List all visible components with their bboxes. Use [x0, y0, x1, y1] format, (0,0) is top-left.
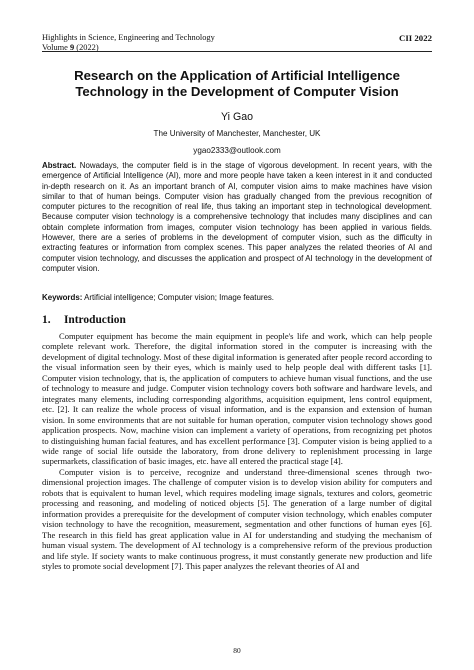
body-paragraph: Computer vision is to perceive, recognize and understand three-dimensional scenes through two-dimensional projection images. The challenge of computer vision is to develop vision ability for computers and robots that is equivalent to human level, which requires modeling image signals, textures and colors, geometric processing and reasoning, and modeling of noticed objects [5]. The generation of a large number of digital information provides a prerequisite for the development of computer vision technology, which enables computer vision technology to have the recognition, measurement, segmentation and other functions of human eyes [6]. The research in this field has great application value in AI for understanding and studying the mechanism of human visual system. The development of AI technology is a comprehensive reform of the previous production and life style. If society wants to make continuous progress, it must constantly generate new production and life styles to promote social development [7]. This paper analyzes the relevant theories of AI and [42, 466, 432, 571]
volume-prefix: Volume [42, 43, 70, 52]
section-title: Introduction [64, 314, 126, 326]
body-text [42, 331, 432, 571]
header-rule [42, 51, 432, 52]
paper-title: Research on the Application of Artificial Intelligence Technology in the Development of Computer Vision [74, 68, 400, 99]
body-paragraph: Computer equipment has become the main equipment in people's life and work, which can help people complete relevant work. Therefore, the digital information stored in the computer is increasing with the development of digital technology. Most of these digital information is generated after people record according to the visual information seen by their eyes, which is mainly used to help people deal with different tasks [1]. Computer vision technology, that is, the application of computers to achieve human visual functions, and the use of technology to measure and judge. Computer vision technology covers both software and hardware levels, and integrates many elements, including corresponding algorithms, acquisition equipment, lens control equipment, etc. [2]. It can realize the whole process of visual information, and is the expansion and extension of human vision. In some environments that are not suitable for human operation, computer vision technology shows good application prospects. Now, machine vision can implement a variety of operations, from recognizing pet photos to distinguishing human facial features, and has excellent performance [3]. Computer vision is being applied to a wide range of social life outside the laboratory, from drone delivery to replenishment processing in large supermarkets, classification of basic images, etc. have all entered the practical stage [4]. [42, 331, 432, 467]
author-affiliation: The University of Manchester, Manchester, UK [153, 129, 321, 138]
keywords-text: Artificial intelligence; Computer vision; Image features. [82, 293, 274, 302]
author-name: Yi Gao [221, 111, 253, 123]
abstract [42, 161, 432, 274]
section-number: 1. [42, 314, 51, 326]
conference-name: CII 2022 [399, 33, 432, 43]
page-number: 80 [233, 646, 241, 655]
keywords-label: Keywords: [42, 293, 83, 302]
volume-number: 9 [70, 43, 75, 52]
section-heading [42, 314, 126, 326]
journal-name: Highlights in Science, Engineering and Technology [42, 33, 215, 42]
author-email: ygao2333@outlook.com [193, 146, 281, 155]
abstract-label: Abstract. [42, 161, 77, 170]
abstract-text: Nowadays, the computer field is in the stage of vigorous development. In recent years, with the emergence of Artificial Intelligence (AI), more and more people have taken a keen interest in it and conducted in-depth research on it. As an important branch of AI, computer vision aims to make machines have vision similar to that of human beings. Computer vision has gradually changed from the previous recognition of computer pictures to the recognition of real life, thus taking an important step in technological development. Because computer vision technology is a comprehensive technology that includes many disciplines and can obtain complete information from images, computer vision technology has been applied in various fields. However, there are a series of problems in the development of computer vision, such as the difficulty in extracting features or information from complex scenes. This paper analyzes the related theories of AI and computer vision technology, and discusses the application and prospect of AI technology in the development of computer vision. [42, 161, 432, 273]
volume-year: (2022) [74, 43, 99, 52]
keywords [42, 293, 432, 303]
